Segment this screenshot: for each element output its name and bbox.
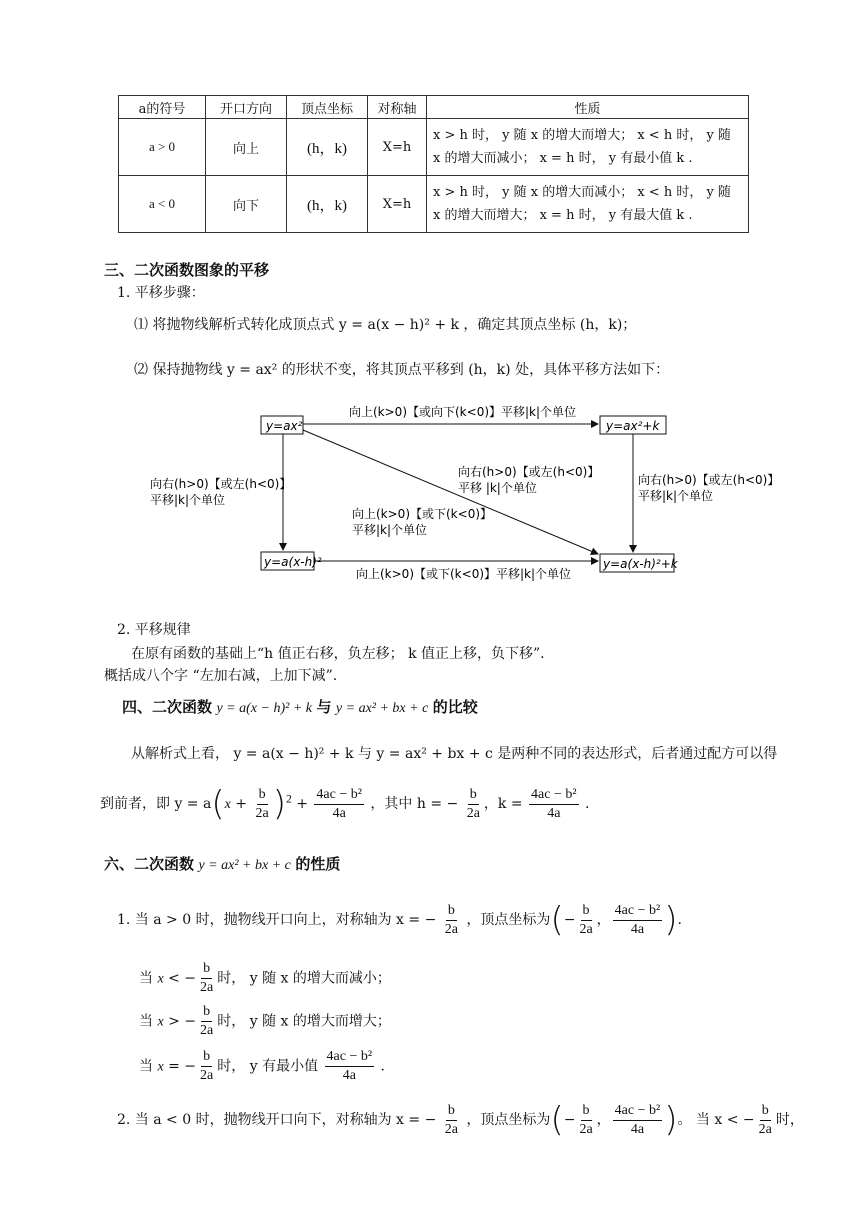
cell-sign: a > 0 (119, 119, 206, 176)
translation-diagram (0, 0, 860, 600)
box-bottom-left-label: y=a(x-h)² (264, 555, 322, 569)
header-axis: 对称轴 (368, 96, 427, 119)
section4-title (122, 696, 478, 717)
cell-vertex: (h，k) (287, 119, 368, 176)
section4-title-c: 的比较 (432, 698, 478, 716)
fraction: $\frac{b}{2a}$ (444, 902, 458, 937)
cell-axis: X=h (368, 119, 427, 176)
label-diagonal-1: 向右(h>0)【或左(h<0)】 (458, 465, 600, 479)
cell-vertex: (h，k) (287, 176, 368, 233)
section6-title-a: 六、二次函数 (104, 855, 195, 873)
cell-direction: 向上 (206, 119, 287, 176)
fraction: $\frac{\text{4ac − b²}}{4a}$ (316, 786, 362, 821)
fraction: $\frac{b}{2a}$ (579, 902, 593, 937)
text: 1. 当 a > 0 时，抛物线开口向上，对称轴为 x = − (117, 912, 437, 928)
label-right-2: 平移|k|个单位 (638, 489, 714, 503)
fraction: $\frac{\text{4ac − b²}}{4a}$ (326, 1049, 373, 1083)
fraction: $\frac{b}{2a}$ (579, 1102, 593, 1137)
fraction: $\frac{\text{4ac − b²}}{4a}$ (614, 1102, 661, 1137)
label-diagonal-2: 平移 |k|个单位 (458, 481, 537, 495)
property-line: x 的增大而减小； x = h 时， y 有最小值 k . (433, 151, 693, 166)
fraction: $\frac{b}{2a}$ (758, 1102, 772, 1137)
section6-title-c: 的性质 (295, 855, 341, 873)
rule-item2: 2. 平移规律 (117, 622, 191, 638)
text: 2. 当 a < 0 时，抛物线开口向下，对称轴为 x = − (117, 1112, 437, 1128)
header-direction: 开口方向 (206, 96, 287, 119)
text: ，顶点坐标为 (466, 912, 551, 928)
fraction: $\frac{b}{2a}$ (255, 786, 269, 821)
section3-step2: ⑵ 保持抛物线 y = ax² 的形状不变，将其顶点平移到 (h，k) 处，具体平移方法如下： (134, 362, 670, 378)
section4-paragraph-2: 到前者，即 y = a(x + $\frac{b}{2a}$ )$^2$ + $\frac{\text{4ac − b²}}{4a}$ ，其中 h = − $\frac{b}{2a}$ ，k = $\frac{\text{4ac − b²}}{4a}$ . (100, 784, 590, 824)
text: 时， y 随 x 的增大而增大； (217, 1013, 391, 1030)
section6-title (104, 853, 340, 874)
property-line: x > h 时， y 随 x 的增大而增大； x < h 时， y 随 (433, 128, 731, 143)
section3-item1: 1. 平移步骤： (117, 285, 205, 301)
section6-item2: 2. 当 a < 0 时，抛物线开口向下，对称轴为 x = − $\frac{b}{2a}$ ，顶点坐标为(− $\frac{b}{2a}$ ， $\frac{\text{4ac − b²}}{4a}$ )。 当 x < − $\frac{b}{2a}$ 时， (117, 1100, 804, 1140)
cell-direction: 向下 (206, 176, 287, 233)
arrow-diagonal (303, 430, 598, 554)
section6-case-1: 当 x < − $\frac{b}{2a}$ 时， y 随 x 的增大而减小； (139, 961, 391, 995)
text: ，k = (483, 796, 523, 812)
fraction: $\frac{b}{2a}$ (466, 786, 480, 821)
fraction: $\frac{b}{2a}$ (200, 961, 214, 995)
rule-line1: 在原有函数的基础上“h 值正右移，负左移； k 值正上移，负下移”. (131, 646, 545, 662)
text: ，顶点坐标为 (466, 1112, 551, 1128)
section6-formula: y = ax² + bx + c (198, 858, 291, 873)
section4-title-a: 四、二次函数 (122, 698, 213, 716)
text: ，其中 h = − (370, 796, 459, 812)
section6-case-3: 当 x = − $\frac{b}{2a}$ 时， y 有最小值 $\frac{\text{4ac − b²}}{4a}$ . (139, 1049, 385, 1083)
fraction: $\frac{\text{4ac − b²}}{4a}$ (531, 786, 577, 821)
cell-sign: a < 0 (119, 176, 206, 233)
property-line: x > h 时， y 随 x 的增大而减小； x < h 时， y 随 (433, 185, 731, 200)
section4-title-b: 与 (316, 698, 332, 716)
section4-formula-2: y = ax² + bx + c (335, 701, 429, 716)
fraction: $\frac{b}{2a}$ (200, 1004, 214, 1038)
fraction: $\frac{b}{2a}$ (200, 1049, 214, 1083)
text: 。 当 x < − (677, 1112, 755, 1128)
label-bottom: 向上(k>0)【或下(k<0)】平移|k|个单位 (356, 567, 572, 581)
header-sign: a的符号 (119, 96, 206, 119)
section6-item1: 1. 当 a > 0 时，抛物线开口向上，对称轴为 x = − $\frac{b}{2a}$ ，顶点坐标为(− $\frac{b}{2a}$ ， $\frac{\text{4ac − b²}}{4a}$ ). (117, 900, 682, 940)
text: 到前者，即 y = a (100, 796, 212, 812)
property-line: x 的增大而增大； x = h 时， y 有最大值 k . (433, 208, 693, 223)
text: 时， (775, 1112, 804, 1128)
section4-formula-1: y = a(x − h)² + k (216, 701, 312, 716)
header-property: 性质 (427, 96, 749, 119)
section6-case-2: 当 x > − $\frac{b}{2a}$ 时， y 随 x 的增大而增大； (139, 1004, 391, 1038)
label-middle-2: 平移|k|个单位 (352, 523, 428, 537)
text: 时， y 随 x 的增大而减小； (217, 970, 391, 987)
label-middle-1: 向上(k>0)【或下(k<0)】 (352, 507, 493, 521)
cell-axis: X=h (368, 176, 427, 233)
label-left-1: 向右(h>0)【或左(h<0)】 (150, 477, 292, 491)
box-top-right-label: y=ax²+k (606, 419, 660, 433)
label-right-1: 向右(h>0)【或左(h<0)】 (638, 473, 780, 487)
fraction: $\frac{b}{2a}$ (444, 1102, 458, 1137)
box-bottom-right-label: y=a(x-h)²+k (603, 557, 678, 571)
label-left-2: 平移|k|个单位 (150, 493, 226, 507)
section3-title: 三、二次函数图象的平移 (104, 261, 270, 279)
section4-paragraph-1: 从解析式上看， y = a(x − h)² + k 与 y = ax² + bx + c 是两种不同的表达形式，后者通过配方可以得 (131, 746, 778, 762)
text: 时， y 有最小值 (217, 1058, 319, 1075)
fraction: $\frac{\text{4ac − b²}}{4a}$ (614, 902, 661, 937)
rule-line2: 概括成八个字 “左加右减，上加下减”. (104, 668, 338, 684)
section3-step1: ⑴ 将抛物线解析式转化成顶点式 y = a(x − h)² + k ，确定其顶点坐标 (h，k)； (134, 317, 637, 333)
box-top-left-label: y=ax² (266, 419, 303, 433)
header-vertex: 顶点坐标 (287, 96, 368, 119)
label-top: 向上(k>0)【或向下(k<0)】平移|k|个单位 (349, 405, 577, 419)
